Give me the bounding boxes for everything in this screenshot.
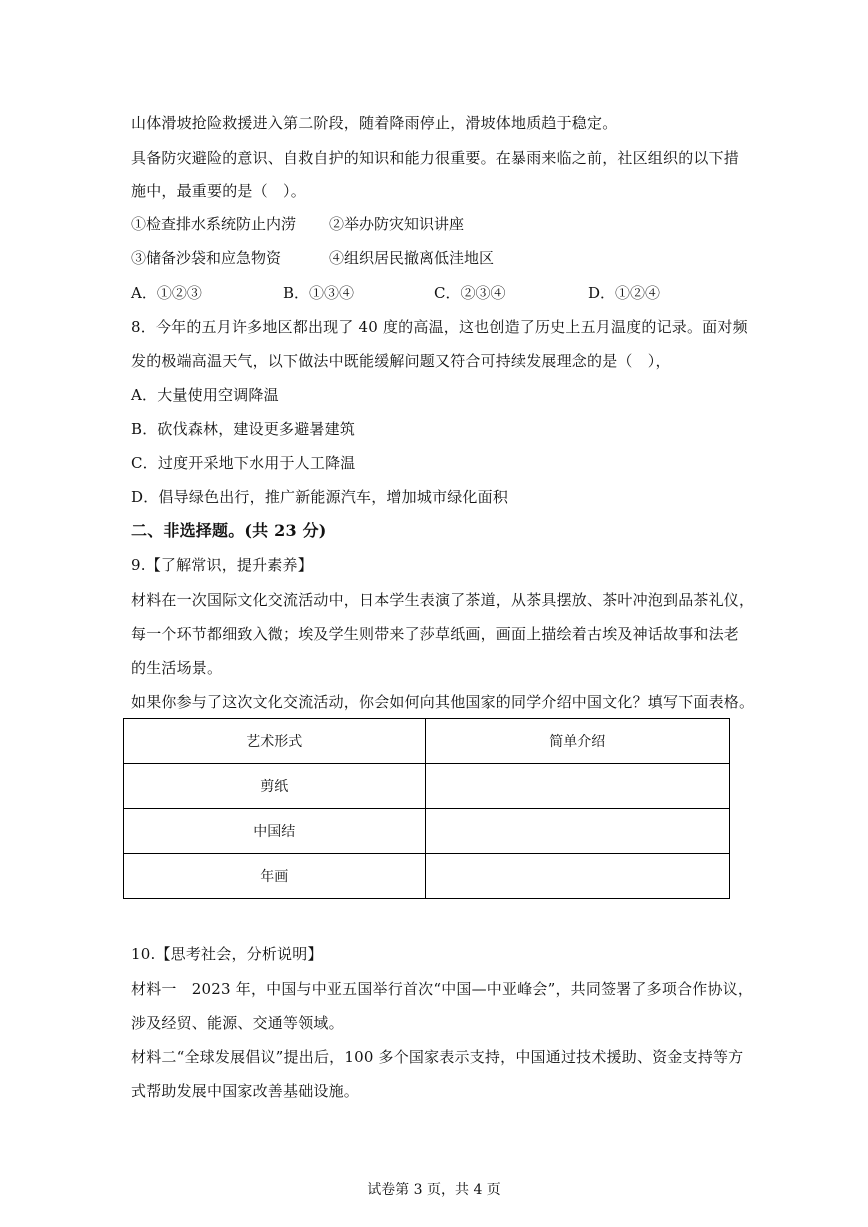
section-2-heading: 二、非选择题。(共 23 分) bbox=[131, 521, 327, 540]
table-row bbox=[124, 854, 730, 899]
table-header-row bbox=[124, 719, 730, 764]
q10-material-1-line-1: 材料一 2023 年，中国与中亚五国举行首次“中国—中亚峰会”，共同签署了多项合作协议， bbox=[131, 980, 754, 998]
q7-option-b: B．①③④ bbox=[283, 284, 355, 302]
q7-item-4: ④组织居民撤离低洼地区 bbox=[329, 249, 495, 267]
q8-option-c: C．过度开采地下水用于人工降温 bbox=[131, 454, 356, 472]
q10-material-1-line-2: 涉及经贸、能源、交通等领域。 bbox=[131, 1014, 344, 1032]
table-cell-description-input[interactable] bbox=[425, 764, 730, 809]
q7-item-1: ①检查排水系统防止内涝 bbox=[131, 215, 297, 233]
q9-material-line-2: 每一个环节都细致入微；埃及学生则带来了莎草纸画，画面上描绘着古埃及神话故事和法老 bbox=[131, 625, 740, 643]
page-footer: 试卷第 3 页，共 4 页 bbox=[367, 1182, 501, 1198]
table-cell-description-input[interactable] bbox=[425, 854, 730, 899]
table-header-art-form: 艺术形式 bbox=[124, 719, 426, 764]
q8-option-b: B．砍伐森林，建设更多避暑建筑 bbox=[131, 420, 356, 438]
q9-prompt: 如果你参与了这次文化交流活动，你会如何向其他国家的同学介绍中国文化？填写下面表格。 bbox=[131, 693, 755, 711]
q7-items-row-1 bbox=[131, 214, 464, 234]
q8-option-a: A．大量使用空调降温 bbox=[131, 386, 279, 404]
q7-option-c: C．②③④ bbox=[434, 284, 506, 302]
q9-answer-table bbox=[123, 718, 730, 899]
table-row bbox=[124, 809, 730, 854]
q9-title: 9.【了解常识，提升素养】 bbox=[131, 556, 313, 574]
q7-stem-line-1: 具备防灾避险的意识、自救自护的知识和能力很重要。在暴雨来临之前，社区组织的以下措 bbox=[131, 149, 740, 167]
q7-item-2: ②举办防灾知识讲座 bbox=[329, 215, 465, 233]
q7-item-3: ③储备沙袋和应急物资 bbox=[131, 249, 282, 267]
q7-passage-line-1: 山体滑坡抢险救援进入第二阶段，随着降雨停止，滑坡体地质趋于稳定。 bbox=[131, 114, 618, 132]
q7-stem-line-2: 施中，最重要的是（ ）。 bbox=[131, 182, 306, 200]
q8-option-d: D．倡导绿色出行，推广新能源汽车，增加城市绿化面积 bbox=[131, 488, 509, 506]
q7-options-row bbox=[131, 283, 660, 303]
q10-material-2-line-2: 式帮助发展中国家改善基础设施。 bbox=[131, 1082, 360, 1100]
q8-stem-line-2: 发的极端高温天气，以下做法中既能缓解问题又符合可持续发展理念的是（ ）， bbox=[131, 352, 671, 370]
table-cell-description-input[interactable] bbox=[425, 809, 730, 854]
q10-material-2-line-1: 材料二“全球发展倡议”提出后，100 多个国家表示支持，中国通过技术援助、资金支持等方 bbox=[131, 1048, 744, 1066]
table-row bbox=[124, 764, 730, 809]
table-cell-art-form: 年画 bbox=[124, 854, 426, 899]
q8-stem-line-1: 8．今年的五月许多地区都出现了 40 度的高温，这也创造了历史上五月温度的记录。面对频 bbox=[131, 318, 748, 336]
q9-material-line-3: 的生活场景。 bbox=[131, 659, 223, 677]
table-header-description: 简单介绍 bbox=[425, 719, 730, 764]
table-cell-art-form: 剪纸 bbox=[124, 764, 426, 809]
q7-option-a: A．①②③ bbox=[131, 284, 202, 302]
table-cell-art-form: 中国结 bbox=[124, 809, 426, 854]
q10-title: 10.【思考社会，分析说明】 bbox=[131, 945, 323, 963]
q9-material-line-1: 材料在一次国际文化交流活动中，日本学生表演了茶道，从茶具摆放、茶叶冲泡到品茶礼仪， bbox=[131, 591, 755, 609]
q7-option-d: D．①②④ bbox=[588, 284, 661, 302]
q7-items-row-2 bbox=[131, 248, 494, 268]
